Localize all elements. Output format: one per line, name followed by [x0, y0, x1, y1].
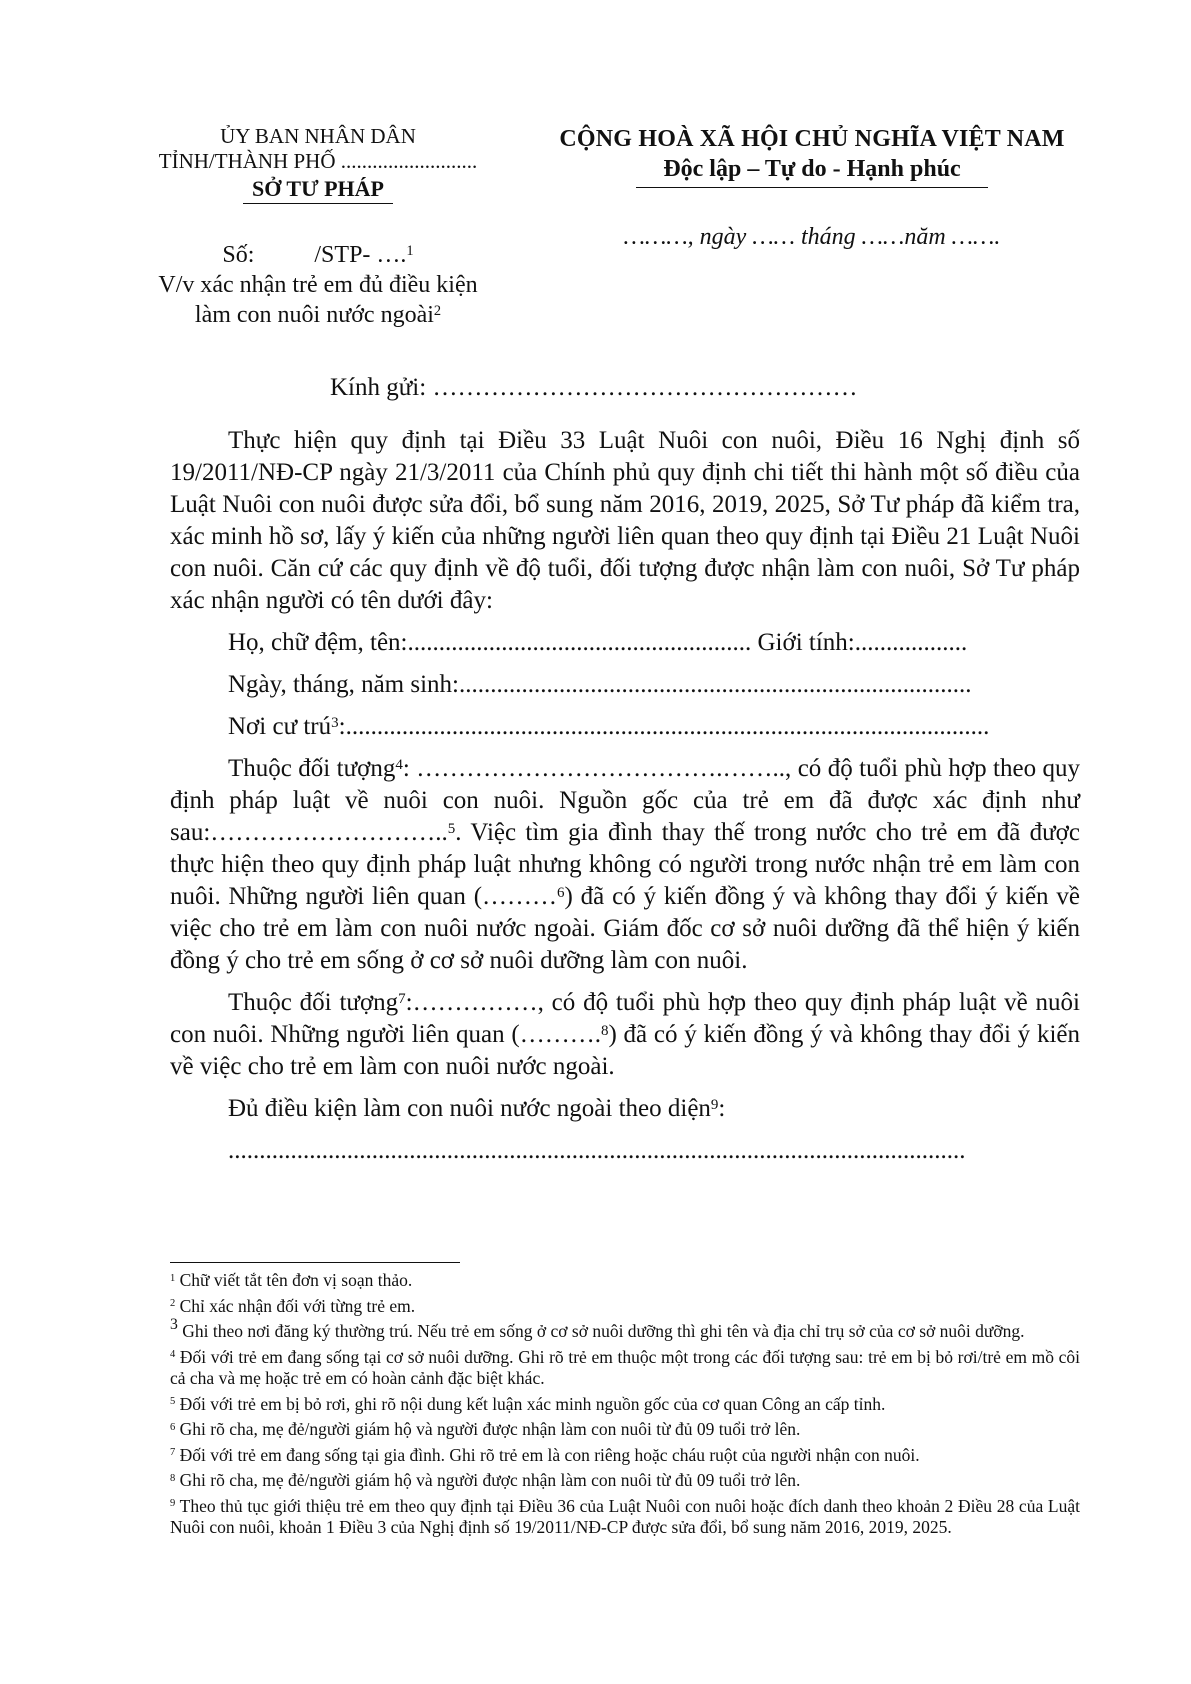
- intro-paragraph: Thực hiện quy định tại Điều 33 Luật Nuôi con nuôi, Điều 16 Nghị định số 19/2011/NĐ-CP ngày 21/3/2011 của Chính phủ quy định chi tiết thi hành một số điều của Luật Nuôi con nuôi được sửa đổi, bổ sung năm 2016, 2019, 2025, Sở Tư pháp đã kiểm tra, xác minh hồ sơ, lấy ý kiến của những người liên quan theo quy định tại Điều 21 Luật Nuôi con nuôi. Căn cứ các quy định về độ tuổi, đối tượng được nhận làm con nuôi, Sở Tư pháp xác nhận người có tên dưới đây:: [170, 427, 1080, 614]
- org-line2: TỈNH/THÀNH PHỐ ..........................: [158, 149, 478, 173]
- motto-underline: [636, 187, 988, 188]
- footnote-ref-5: 5: [447, 820, 456, 837]
- nation-title: CỘNG HOÀ XÃ HỘI CHỦ NGHĨA VIỆT NAM: [559, 126, 1065, 152]
- dob-field: Ngày, tháng, năm sinh:..................................................................................: [228, 671, 972, 698]
- footnote-ref-8: 8: [600, 1022, 609, 1039]
- footnote-9: $^9$ Theo thủ tục giới thiệu trẻ em theo quy định tại Điều 36 của Luật Nuôi con nuôi hoặc đích danh theo khoản 2 Điều 28 của Luật Nuôi con nuôi, khoản 1 Điều 3 của Nghị định số 19/2011/NĐ-CP được sửa đổi, bổ sung năm 2016, 2019, 2025.: [170, 1495, 1080, 1537]
- date-line: ………, ngày …… tháng ……năm …….: [623, 224, 1001, 250]
- department-underline: [243, 203, 393, 204]
- footnotes: [170, 1270, 1080, 1543]
- document-number: [128, 240, 508, 270]
- p1-text-d: ) đã có ý kiến đồng ý và không thay đổi ý kiến về việc cho trẻ em làm con nuôi nước ngoài. Giám đốc cơ sở nuôi dưỡng đã thể hiện ý kiến đồng ý cho trẻ em sống ở cơ sở nuôi dưỡng làm con nuôi.: [170, 883, 1080, 974]
- p1-text-b: : ……………………………….…….., có độ tuổi phù hợp theo quy định pháp luật về nuôi con nuôi. Nguồn gốc của trẻ em đã được xác định như sau:………………………..: [170, 755, 1080, 846]
- orphanage-paragraph: [170, 753, 1080, 977]
- footnote-ref-6: 6: [557, 884, 565, 901]
- eligibility-dots: ......................................................................................................................: [228, 1137, 966, 1164]
- footnote-8: $^8$ Ghi rõ cha, mẹ đẻ/người giám hộ và người được nhận làm con nuôi từ đủ 09 tuổi trở lên.: [170, 1470, 801, 1490]
- footnote-7: $^7$ Đối với trẻ em đang sống tại gia đình. Ghi rõ trẻ em là con riêng hoặc cháu ruột của người nhận con nuôi.: [170, 1444, 920, 1465]
- document-body: [170, 425, 1080, 1177]
- motto: Độc lập – Tự do - Hạnh phúc: [663, 156, 961, 182]
- issuing-authority: [128, 124, 508, 204]
- p2-text-c: ) đã có ý kiến đồng ý và không thay đổi ý kiến về việc cho trẻ em làm con nuôi nước ngoài.: [170, 1021, 1080, 1080]
- footnote-5: $^5$ Đối với trẻ em bị bỏ rơi, ghi rõ nội dung kết luận xác minh nguồn gốc của cơ quan Công an cấp tỉnh.: [170, 1393, 886, 1414]
- national-heading: [532, 124, 1092, 188]
- p3-colon: :: [718, 1095, 726, 1122]
- doc-no-label: Số:: [222, 242, 255, 268]
- footnote-ref-1: 1: [406, 242, 414, 259]
- footnote-1: $^1$ Chữ viết tắt tên đơn vị soạn thảo.: [170, 1270, 413, 1290]
- document-subject: [128, 270, 508, 330]
- footnote-ref-9: 9: [710, 1096, 719, 1113]
- footnote-3: $^3$ Ghi theo nơi đăng ký thường trú. Nếu trẻ em sống ở cơ sở nuôi dưỡng thì ghi tên và địa chỉ trụ sở của cơ sở nuôi dưỡng.: [170, 1316, 1025, 1341]
- footnote-2: $^2$ Chỉ xác nhận đối với từng trẻ em.: [170, 1295, 416, 1316]
- footnote-separator: [170, 1262, 460, 1263]
- p1-text-c: . Việc tìm gia đình thay thế trong nước cho trẻ em đã được thực hiện theo quy định pháp luật nhưng không có người trong nước nhận trẻ em làm con nuôi. Những người liên quan (………: [170, 819, 1080, 910]
- org-line1: ỦY BAN NHÂN DÂN: [220, 124, 416, 148]
- p2-text-a: Thuộc đối tượng: [228, 989, 399, 1016]
- department-name: SỞ TƯ PHÁP: [251, 176, 384, 201]
- footnote-ref-3: 3: [331, 714, 339, 731]
- footnote-ref-2: 2: [433, 302, 442, 319]
- residence-field: [170, 711, 1080, 743]
- p3-text: Đủ điều kiện làm con nuôi nước ngoài theo diện: [228, 1095, 711, 1122]
- eligibility-paragraph: [170, 1093, 1080, 1125]
- p2-text-b: :……………, có độ tuổi phù hợp theo quy định pháp luật về nuôi con nuôi. Những người liên quan (……….: [170, 989, 1080, 1048]
- footnote-ref-7: 7: [398, 990, 406, 1007]
- doc-no-code: /STP- ….: [314, 242, 407, 268]
- footnote-ref-4: 4: [395, 756, 403, 773]
- subject-line1: V/v xác nhận trẻ em đủ điều kiện: [158, 272, 478, 298]
- name-field: Họ, chữ đệm, tên:....................................................... Giới tính:..................: [228, 629, 968, 656]
- p1-text-a: Thuộc đối tượng: [228, 755, 396, 782]
- family-paragraph: [170, 987, 1080, 1083]
- footnote-6: $^6$ Ghi rõ cha, mẹ đẻ/người giám hộ và người được nhận làm con nuôi từ đủ 09 tuổi trở lên.: [170, 1419, 801, 1439]
- residence-label: Nơi cư trú: [228, 713, 332, 740]
- residence-dots: :.......................................................................................................: [338, 713, 990, 740]
- footnote-4: $^4$ Đối với trẻ em đang sống tại cơ sở nuôi dưỡng. Ghi rõ trẻ em thuộc một trong các đối tượng sau: trẻ em bị bỏ rơi/trẻ em mồ côi cả cha và mẹ hoặc trẻ em có hoàn cảnh đặc biệt khác.: [170, 1346, 1080, 1388]
- subject-line2: làm con nuôi nước ngoài: [194, 302, 434, 328]
- addressee: Kính gửi: ……………………………………………: [330, 374, 858, 401]
